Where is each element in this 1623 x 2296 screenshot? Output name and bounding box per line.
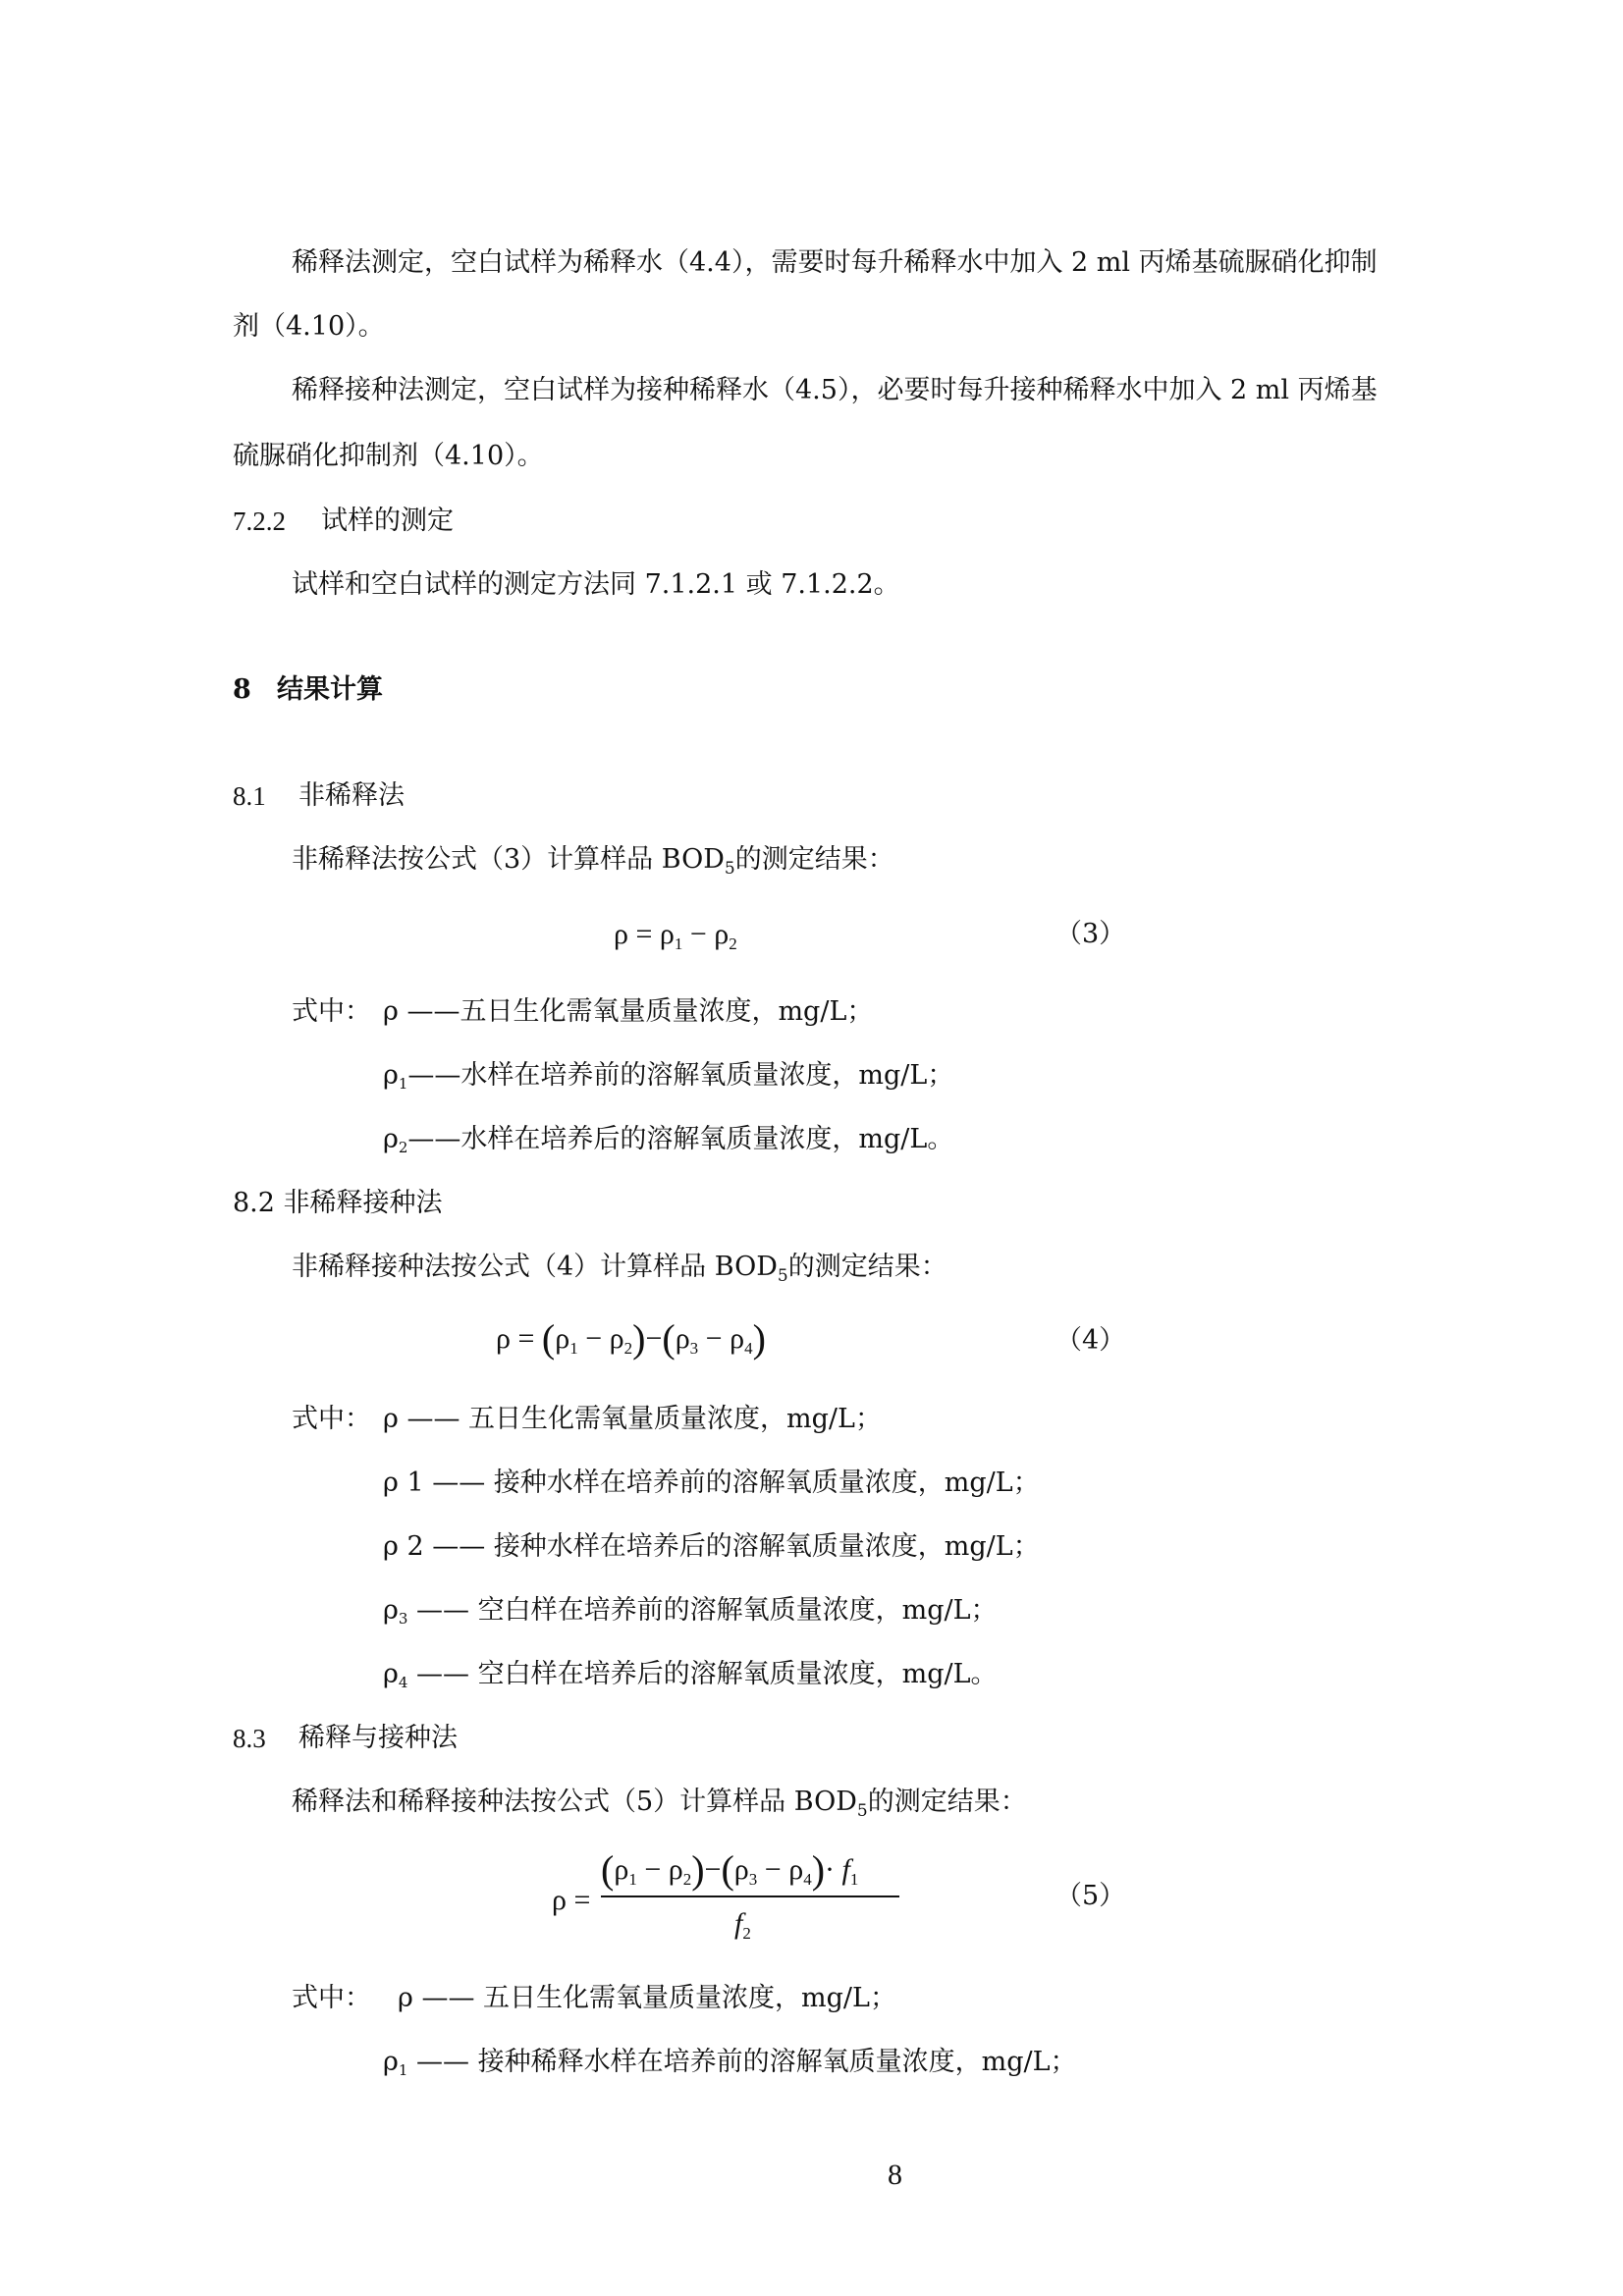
section-number: 8.1 bbox=[233, 781, 266, 811]
where-item bbox=[383, 2045, 1077, 2080]
paragraph-line: 稀释接种法测定，空白试样为接种稀释水（4.5），必要时每升接种稀释水中加入 2 ml 丙烯基 bbox=[292, 375, 1378, 405]
definition: —— 空白样在培养前的溶解氧质量浓度，mg/L； bbox=[407, 1595, 998, 1626]
text-run: 非稀释法按公式（3）计算样品 BOD bbox=[292, 844, 725, 875]
eq-subscript: 2 bbox=[623, 1339, 633, 1358]
symbol: ρ bbox=[383, 2047, 399, 2077]
definition: —— 接种稀释水样在培养前的溶解氧质量浓度，mg/L； bbox=[407, 2047, 1077, 2077]
text-run: 非稀释接种法按公式（4）计算样品 BOD bbox=[292, 1252, 778, 1282]
subscript: 4 bbox=[398, 1674, 408, 1691]
where-lead: 式中： bbox=[292, 1983, 371, 2013]
eq-paren: ( bbox=[721, 1847, 734, 1892]
section-number: 7.2.2 bbox=[233, 507, 286, 536]
eq-subscript: 3 bbox=[689, 1339, 699, 1358]
eq-paren: ) bbox=[691, 1847, 705, 1892]
definition: ——水样在培养后的溶解氧质量浓度，mg/L。 bbox=[407, 1124, 954, 1154]
subscript: 1 bbox=[398, 1075, 408, 1093]
fraction-bar bbox=[601, 1896, 899, 1897]
subscript: 2 bbox=[398, 1139, 408, 1156]
symbol: ρ bbox=[383, 1659, 399, 1689]
paragraph-line: 剂（4.10）。 bbox=[233, 311, 385, 342]
section-title: 非稀释法 bbox=[298, 780, 405, 811]
symbol: ρ bbox=[383, 1595, 399, 1626]
symbol: ρ bbox=[383, 1060, 399, 1091]
equation-number: （3） bbox=[1055, 919, 1126, 949]
subscript: 5 bbox=[856, 1801, 868, 1821]
paragraph-line: 稀释法测定，空白试样为稀释水（4.4），需要时每升稀释水中加入 2 ml 丙烯基硫脲硝化抑制 bbox=[292, 247, 1378, 278]
subscript: 5 bbox=[777, 1266, 788, 1286]
eq-symbol: ρ bbox=[614, 1853, 629, 1886]
where-item: ρ —— 五日生化需氧量质量浓度，mg/L； bbox=[398, 1983, 896, 2013]
paragraph-line: 硫脲硝化抑制剂（4.10）。 bbox=[233, 441, 544, 471]
eq-subscript: 2 bbox=[742, 1924, 751, 1943]
eq-symbol: ρ bbox=[555, 1322, 570, 1355]
eq-symbol: ρ bbox=[730, 1322, 745, 1355]
subscript: 3 bbox=[398, 1610, 408, 1628]
chapter-title: 结果计算 bbox=[277, 674, 383, 705]
eq-symbol: ρ bbox=[659, 918, 675, 950]
paragraph-line bbox=[292, 1250, 947, 1285]
where-item: ρ —— 五日生化需氧量质量浓度，mg/L； bbox=[383, 1404, 882, 1434]
eq-subscript: 2 bbox=[729, 934, 737, 953]
eq-paren: ) bbox=[811, 1847, 826, 1892]
where-lead: 式中： bbox=[292, 1404, 371, 1434]
eq-subscript: 3 bbox=[748, 1870, 758, 1889]
equation-5-denominator bbox=[734, 1904, 751, 1944]
paragraph-line: 试样和空白试样的测定方法同 7.1.2.1 或 7.1.2.2。 bbox=[292, 569, 900, 600]
eq-symbol: ρ bbox=[788, 1853, 804, 1886]
paragraph-line bbox=[292, 1785, 1027, 1820]
eq-lhs: ρ = bbox=[552, 1884, 591, 1916]
where-item bbox=[383, 1593, 998, 1629]
text-run: 的测定结果： bbox=[867, 1787, 1027, 1817]
where-item: ρ ——五日生化需氧量质量浓度，mg/L； bbox=[383, 996, 874, 1027]
eq-subscript: 2 bbox=[682, 1870, 692, 1889]
eq-symbol: ρ bbox=[733, 1853, 749, 1886]
where-lead: 式中： bbox=[292, 996, 371, 1027]
eq-paren: ( bbox=[662, 1316, 676, 1361]
eq-subscript: 1 bbox=[674, 934, 683, 953]
eq-operator: − bbox=[704, 1853, 722, 1886]
where-item bbox=[383, 1122, 953, 1157]
text-run: 稀释法和稀释接种法按公式（5）计算样品 BOD bbox=[292, 1787, 857, 1817]
where-item bbox=[383, 1657, 998, 1692]
eq-subscript: 4 bbox=[803, 1870, 812, 1889]
section-heading: 8.2 非稀释接种法 bbox=[233, 1188, 443, 1218]
subscript: 5 bbox=[724, 859, 735, 879]
eq-subscript: 4 bbox=[744, 1339, 753, 1358]
eq-symbol: f bbox=[734, 1907, 743, 1940]
eq-operator: − bbox=[585, 1322, 603, 1355]
eq-subscript: 1 bbox=[569, 1339, 578, 1358]
section-title: 稀释与接种法 bbox=[298, 1723, 458, 1753]
equation-number: （5） bbox=[1055, 1881, 1126, 1911]
where-item bbox=[383, 1058, 953, 1094]
where-item: ρ 2 —— 接种水样在培养后的溶解氧质量浓度，mg/L； bbox=[383, 1531, 1040, 1562]
section-title: 试样的测定 bbox=[321, 506, 454, 536]
eq-operator: − bbox=[645, 1322, 663, 1355]
eq-operator: − bbox=[764, 1853, 782, 1886]
eq-lhs: ρ = bbox=[496, 1322, 535, 1355]
eq-operator: − bbox=[644, 1853, 662, 1886]
eq-symbol: ρ bbox=[609, 1322, 624, 1355]
equation-4 bbox=[496, 1316, 766, 1361]
equation-3 bbox=[614, 915, 737, 954]
paragraph-line bbox=[292, 842, 894, 878]
equation-5-numerator bbox=[601, 1847, 859, 1892]
eq-symbol: f bbox=[841, 1853, 850, 1886]
definition: —— 空白样在培养后的溶解氧质量浓度，mg/L。 bbox=[407, 1659, 998, 1689]
text-run: 的测定结果： bbox=[787, 1252, 947, 1282]
eq-paren: ) bbox=[752, 1316, 766, 1361]
eq-subscript: 1 bbox=[849, 1870, 859, 1889]
subscript: 1 bbox=[398, 2061, 408, 2079]
eq-lhs: ρ = bbox=[614, 918, 653, 950]
chapter-number: 8 bbox=[233, 674, 251, 705]
definition: ——水样在培养前的溶解氧质量浓度，mg/L； bbox=[407, 1060, 954, 1091]
section-number: 8.3 bbox=[233, 1724, 266, 1753]
eq-symbol: ρ bbox=[675, 1322, 690, 1355]
symbol: ρ bbox=[383, 1124, 399, 1154]
eq-symbol: ρ bbox=[668, 1853, 683, 1886]
eq-paren: ( bbox=[541, 1316, 556, 1361]
eq-paren: ( bbox=[601, 1847, 615, 1892]
page-number: 8 bbox=[888, 2159, 902, 2191]
equation-number: （4） bbox=[1055, 1325, 1126, 1356]
eq-paren: ) bbox=[632, 1316, 646, 1361]
eq-operator: − bbox=[689, 918, 707, 950]
eq-operator: · bbox=[825, 1853, 836, 1886]
where-item: ρ 1 —— 接种水样在培养前的溶解氧质量浓度，mg/L； bbox=[383, 1468, 1040, 1498]
eq-symbol: ρ bbox=[714, 918, 730, 950]
text-run: 的测定结果： bbox=[734, 844, 894, 875]
eq-subscript: 1 bbox=[628, 1870, 637, 1889]
eq-operator: − bbox=[705, 1322, 723, 1355]
